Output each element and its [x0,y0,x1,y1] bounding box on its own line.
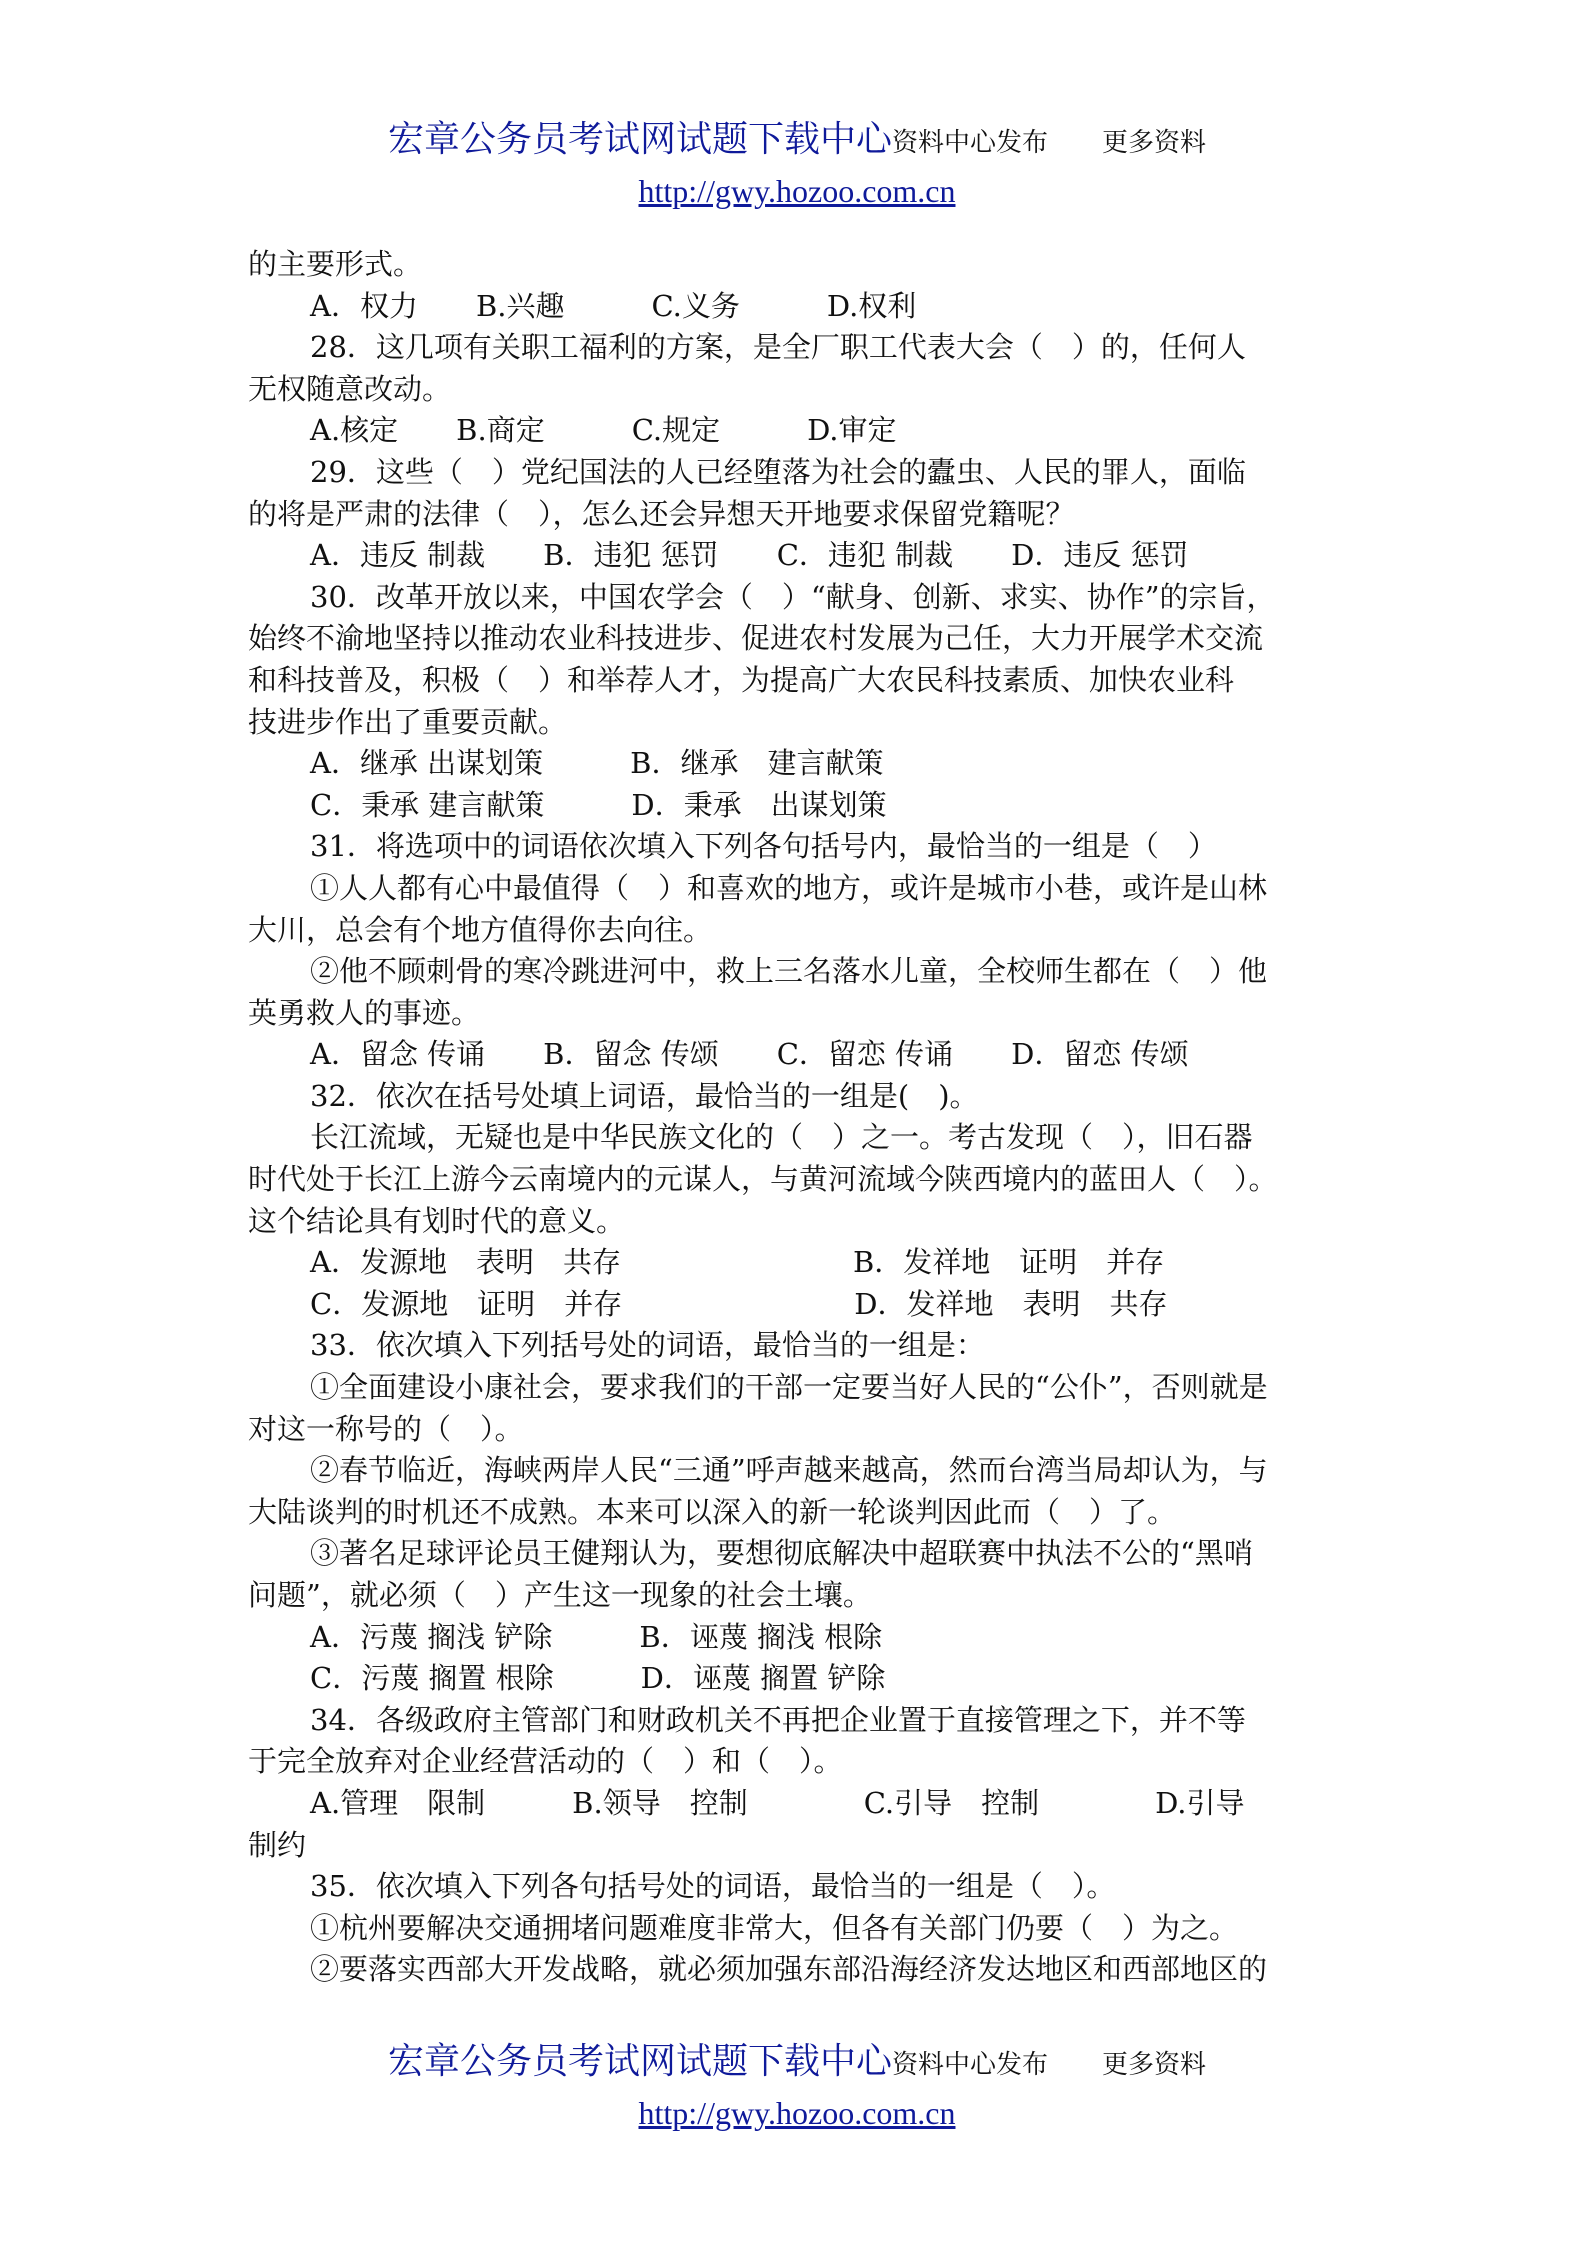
text-line: 大陆谈判的时机还不成熟。本来可以深入的新一轮谈判因此而（ ）了。 [248,1494,1177,1529]
question-33: 33．依次填入下列括号处的词语，最恰当的一组是： [310,1328,985,1363]
answer-options: A．权力 B.兴趣 C.义务 D.权利 [310,288,917,323]
answer-options: A．违反 制裁 B．违犯 惩罚 C．违犯 制裁 D．违反 惩罚 [310,538,1189,573]
answer-options: C．污蔑 搁置 根除 D．诬蔑 搁置 铲除 [310,1661,886,1696]
text-line: ①杭州要解决交通拥堵问题难度非常大，但各有关部门仍要（ ）为之。 [310,1910,1239,1945]
answer-options: A．发源地 表明 共存 B．发祥地 证明 并存 [310,1245,1165,1280]
text-line: 制约 [248,1827,307,1862]
text-line: 长江流域，无疑也是中华民族文化的（ ）之一。考古发现（ ），旧石器 [310,1120,1253,1155]
answer-options: A.管理 限制 B.领导 控制 C.引导 控制 D.引导 [310,1785,1245,1820]
text-line: 和科技普及，积极（ ）和举荐人才，为提高广大农民科技素质、加快农业科 [248,662,1235,697]
text-line: 大川，总会有个地方值得你去向往。 [248,912,713,947]
text-line: 对这一称号的（ ）。 [248,1411,524,1446]
question-32: 32．依次在括号处填上词语，最恰当的一组是( )。 [310,1078,979,1113]
footer-publish-note: 资料中心发布 [891,2050,1048,2080]
text-line: 技进步作出了重要贡献。 [248,704,568,739]
text-line: ②他不顾刺骨的寒冷跳进河中，救上三名落水儿童，全校师生都在（ ）他 [310,954,1268,989]
text-line: 时代处于长江上游今云南境内的元谋人，与黄河流域今陕西境内的蓝田人（ ）。 [248,1162,1278,1197]
text-line: ②要落实西部大开发战略，就必须加强东部沿海经济发达地区和西部地区的 [310,1952,1268,1987]
answer-options: C．发源地 证明 并存 D．发祥地 表明 共存 [310,1286,1168,1321]
text-line: 的将是严肃的法律（ ），怎么还会异想天开地要求保留党籍呢？ [248,496,1075,531]
page-header [0,118,1594,213]
answer-options: C．秉承 建言献策 D．秉承 出谋划策 [310,787,887,822]
text-line: ②春节临近，海峡两岸人民“三通”呼声越来越高，然而台湾当局却认为，与 [310,1453,1268,1488]
question-35: 35．依次填入下列各句括号处的词语，最恰当的一组是（ ）。 [310,1869,1116,1904]
page-footer [0,2040,1594,2135]
footer-banner [0,2040,1594,2087]
document-body [248,244,1360,1991]
text-line: 英勇救人的事迹。 [248,995,481,1030]
text-line: ③著名足球评论员王健翔认为，要想彻底解决中超联赛中执法不公的“黑哨 [310,1536,1253,1571]
text-line: 问题”，就必须（ ）产生这一现象的社会土壤。 [248,1578,872,1612]
question-29: 29．这些（ ）党纪国法的人已经堕落为社会的蠹虫、人民的罪人，面临 [310,454,1246,489]
header-publish-note: 资料中心发布 [891,128,1048,158]
text-line: 无权随意改动。 [248,371,452,406]
footer-site-name[interactable]: 宏章公务员考试网试题下载中心 [387,2041,892,2082]
question-31: 31．将选项中的词语依次填入下列各句括号内，最恰当的一组是（ ） [310,829,1217,864]
header-site-name[interactable]: 宏章公务员考试网试题下载中心 [387,119,892,160]
header-banner [0,118,1594,165]
answer-options: A.核定 B.商定 C.规定 D.审定 [310,413,897,448]
header-more-link[interactable]: 更多资料 [1102,128,1207,158]
answer-options: A．继承 出谋划策 B．继承 建言献策 [310,746,884,781]
text-line: ①人人都有心中最值得（ ）和喜欢的地方，或许是城市小巷，或许是山林 [310,870,1268,905]
answer-options: A．污蔑 搁浅 铲除 B．诬蔑 搁浅 根除 [310,1619,883,1654]
header-url-link[interactable]: http://gwy.hozoo.com.cn [638,173,956,209]
footer-url-link[interactable]: http://gwy.hozoo.com.cn [638,2095,956,2131]
question-34: 34．各级政府主管部门和财政机关不再把企业置于直接管理之下，并不等 [310,1702,1246,1737]
question-28: 28．这几项有关职工福利的方案，是全厂职工代表大会（ ）的，任何人 [310,330,1246,365]
footer-more-link[interactable]: 更多资料 [1102,2050,1207,2080]
text-line: 这个结论具有划时代的意义。 [248,1203,626,1238]
question-30: 30．改革开放以来，中国农学会（ ）“献身、创新、求实、协作”的宗旨， [310,579,1276,614]
text-line: ①全面建设小康社会，要求我们的干部一定要当好人民的“公仆”，否则就是 [310,1370,1268,1405]
text-line: 的主要形式。 [248,247,423,281]
answer-options: A．留念 传诵 B．留念 传颂 C．留恋 传诵 D．留恋 传颂 [310,1037,1189,1072]
text-line: 始终不渝地坚持以推动农业科技进步、促进农村发展为己任，大力开展学术交流 [248,621,1264,656]
text-line: 于完全放弃对企业经营活动的（ ）和（ ）。 [248,1744,843,1779]
